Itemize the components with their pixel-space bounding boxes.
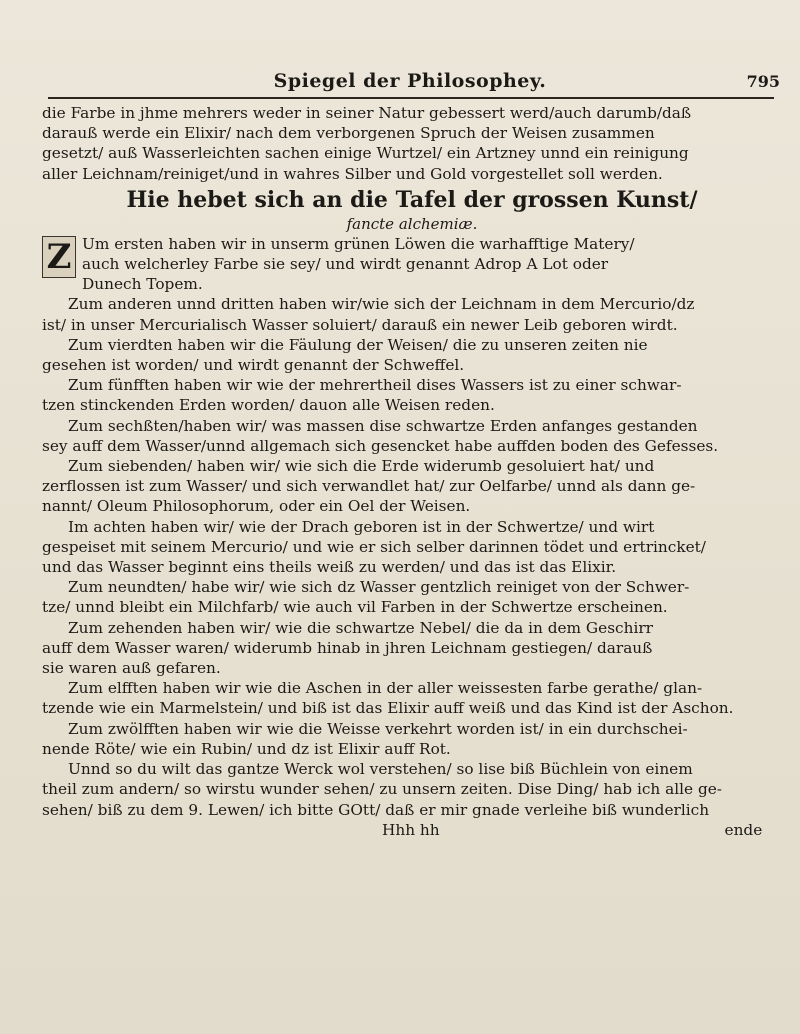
section-subheading: fancte alchemiæ. <box>346 214 478 233</box>
text-line: Zum fünfften haben wir wie der mehrertheil dises Wassers ist zu einer schwar- <box>68 376 682 395</box>
paragraph <box>42 335 782 375</box>
text-line: tzen stinckenden Erden worden/ dauon alle Weisen reden. <box>42 396 495 415</box>
text-line: nannt/ Oleum Philosophorum, oder ein Oel der Weisen. <box>42 497 471 516</box>
text-line: auff dem Wasser waren/ widerumb hinab in jhren Leichnam gestiegen/ darauß <box>42 638 653 657</box>
catchword: ende <box>724 820 763 839</box>
text-line: Zum vierdten haben wir die Fäulung der Weisen/ die zu unseren zeiten nie <box>68 335 648 354</box>
text-line: Um ersten haben wir in unserm grünen Löwen die warhafftige Matery/ <box>82 234 635 253</box>
text-line: theil zum andern/ so wirstu wunder sehen/ zu unsern zeiten. Dise Ding/ hab ich alle ge- <box>42 780 722 799</box>
text-line: aller Leichnam/reiniget/und in wahres Silber und Gold vorgestellet soll werden. <box>42 164 663 183</box>
page-header <box>40 70 780 96</box>
text-line: Unnd so du wilt das gantze Werck wol verstehen/ so lise biß Büchlein von einem <box>68 760 693 779</box>
paragraph <box>42 517 782 578</box>
text-line: gesetzt/ auß Wasserleichten sachen einige Wurtzel/ ein Artzney unnd ein reinigung <box>42 144 689 163</box>
text-line: Zum neundten/ habe wir/ wie sich dz Wasser gentzlich reiniget von der Schwer- <box>68 578 690 597</box>
text-line: nende Röte/ wie ein Rubin/ und dz ist Elixir auff Rot. <box>42 739 451 758</box>
text-line: tzende wie ein Marmelstein/ und biß ist das Elixir auff weiß und das Kind ist der Aschon. <box>42 699 734 718</box>
paragraph <box>42 577 782 617</box>
intro-paragraph <box>42 103 782 184</box>
text-line: Zum zehenden haben wir/ wie die schwartze Nebel/ die da in dem Geschirr <box>68 618 653 637</box>
text-line: Zum anderen unnd dritten haben wir/wie sich der Leichnam in dem Mercurio/dz <box>68 295 695 314</box>
paragraph <box>42 416 782 456</box>
paragraph <box>42 719 782 759</box>
decorated-initial: Z <box>42 236 76 278</box>
body-text <box>42 103 782 840</box>
paragraph <box>42 456 782 517</box>
first-paragraph <box>42 234 782 295</box>
paragraph <box>42 294 782 334</box>
text-line: zerflossen ist zum Wasser/ und sich verwandlet hat/ zur Oelfarbe/ unnd als dann ge- <box>42 477 696 496</box>
text-line: sehen/ biß zu dem 9. Lewen/ ich bitte GOtt/ daß er mir gnade verleihe biß wunderlich <box>42 800 710 819</box>
text-line: gespeiset mit seinem Mercurio/ und wie er sich selber darinnen tödet und ertrincket/ <box>42 537 706 556</box>
text-line: gesehen ist worden/ und wirdt genannt der Schweffel. <box>42 356 465 375</box>
footer-line <box>42 820 782 840</box>
text-line: die Farbe in jhme mehrers weder in seiner Natur gebessert werd/auch darumb/daß <box>42 104 692 122</box>
text-line: sie waren auß gefaren. <box>42 659 221 678</box>
signature-mark: Hhh hh <box>382 820 440 839</box>
paragraph <box>42 678 782 718</box>
text-line: ist/ in unser Mercurialisch Wasser soluiert/ darauß ein newer Leib geboren wirdt. <box>42 315 678 334</box>
text-line: Zum siebenden/ haben wir/ wie sich die Erde widerumb gesoluiert hat/ und <box>68 457 655 476</box>
enumerated-paragraphs <box>42 294 782 819</box>
section-heading: Hie hebet sich an die Tafel der grossen Kunst/ <box>126 186 698 213</box>
text-line: Im achten haben wir/ wie der Drach geboren ist in der Schwertze/ und wirt <box>68 517 655 536</box>
text-line: tze/ unnd bleibt ein Milchfarb/ wie auch vil Farben in der Schwertze erscheinen. <box>42 598 668 617</box>
running-head: Spiegel der Philosophey. <box>273 70 547 92</box>
text-line: darauß werde ein Elixir/ nach dem verborgenen Spruch der Weisen zusammen <box>42 124 655 143</box>
text-line: Zum elfften haben wir wie die Aschen in der aller weissesten farbe gerathe/ glan- <box>68 679 703 698</box>
text-line: Zum sechßten/haben wir/ was massen dise schwartze Erden anfanges gestanden <box>68 416 698 435</box>
paragraph <box>42 375 782 415</box>
text-line: und das Wasser beginnt eins theils weiß zu werden/ und das ist das Elixir. <box>42 558 617 577</box>
paragraph <box>42 618 782 679</box>
header-rule <box>48 97 774 99</box>
paragraph <box>42 759 782 820</box>
text-line: sey auff dem Wasser/unnd allgemach sich gesencket habe auffden boden des Gefesses. <box>42 436 719 455</box>
text-line: Zum zwölfften haben wir wie die Weisse verkehrt worden ist/ in ein durchschei- <box>68 719 688 738</box>
text-line: Dunech Topem. <box>82 275 203 294</box>
text-line: auch welcherley Farbe sie sey/ und wirdt genannt Adrop A Lot oder <box>82 255 609 274</box>
page-number: 795 <box>746 72 780 91</box>
